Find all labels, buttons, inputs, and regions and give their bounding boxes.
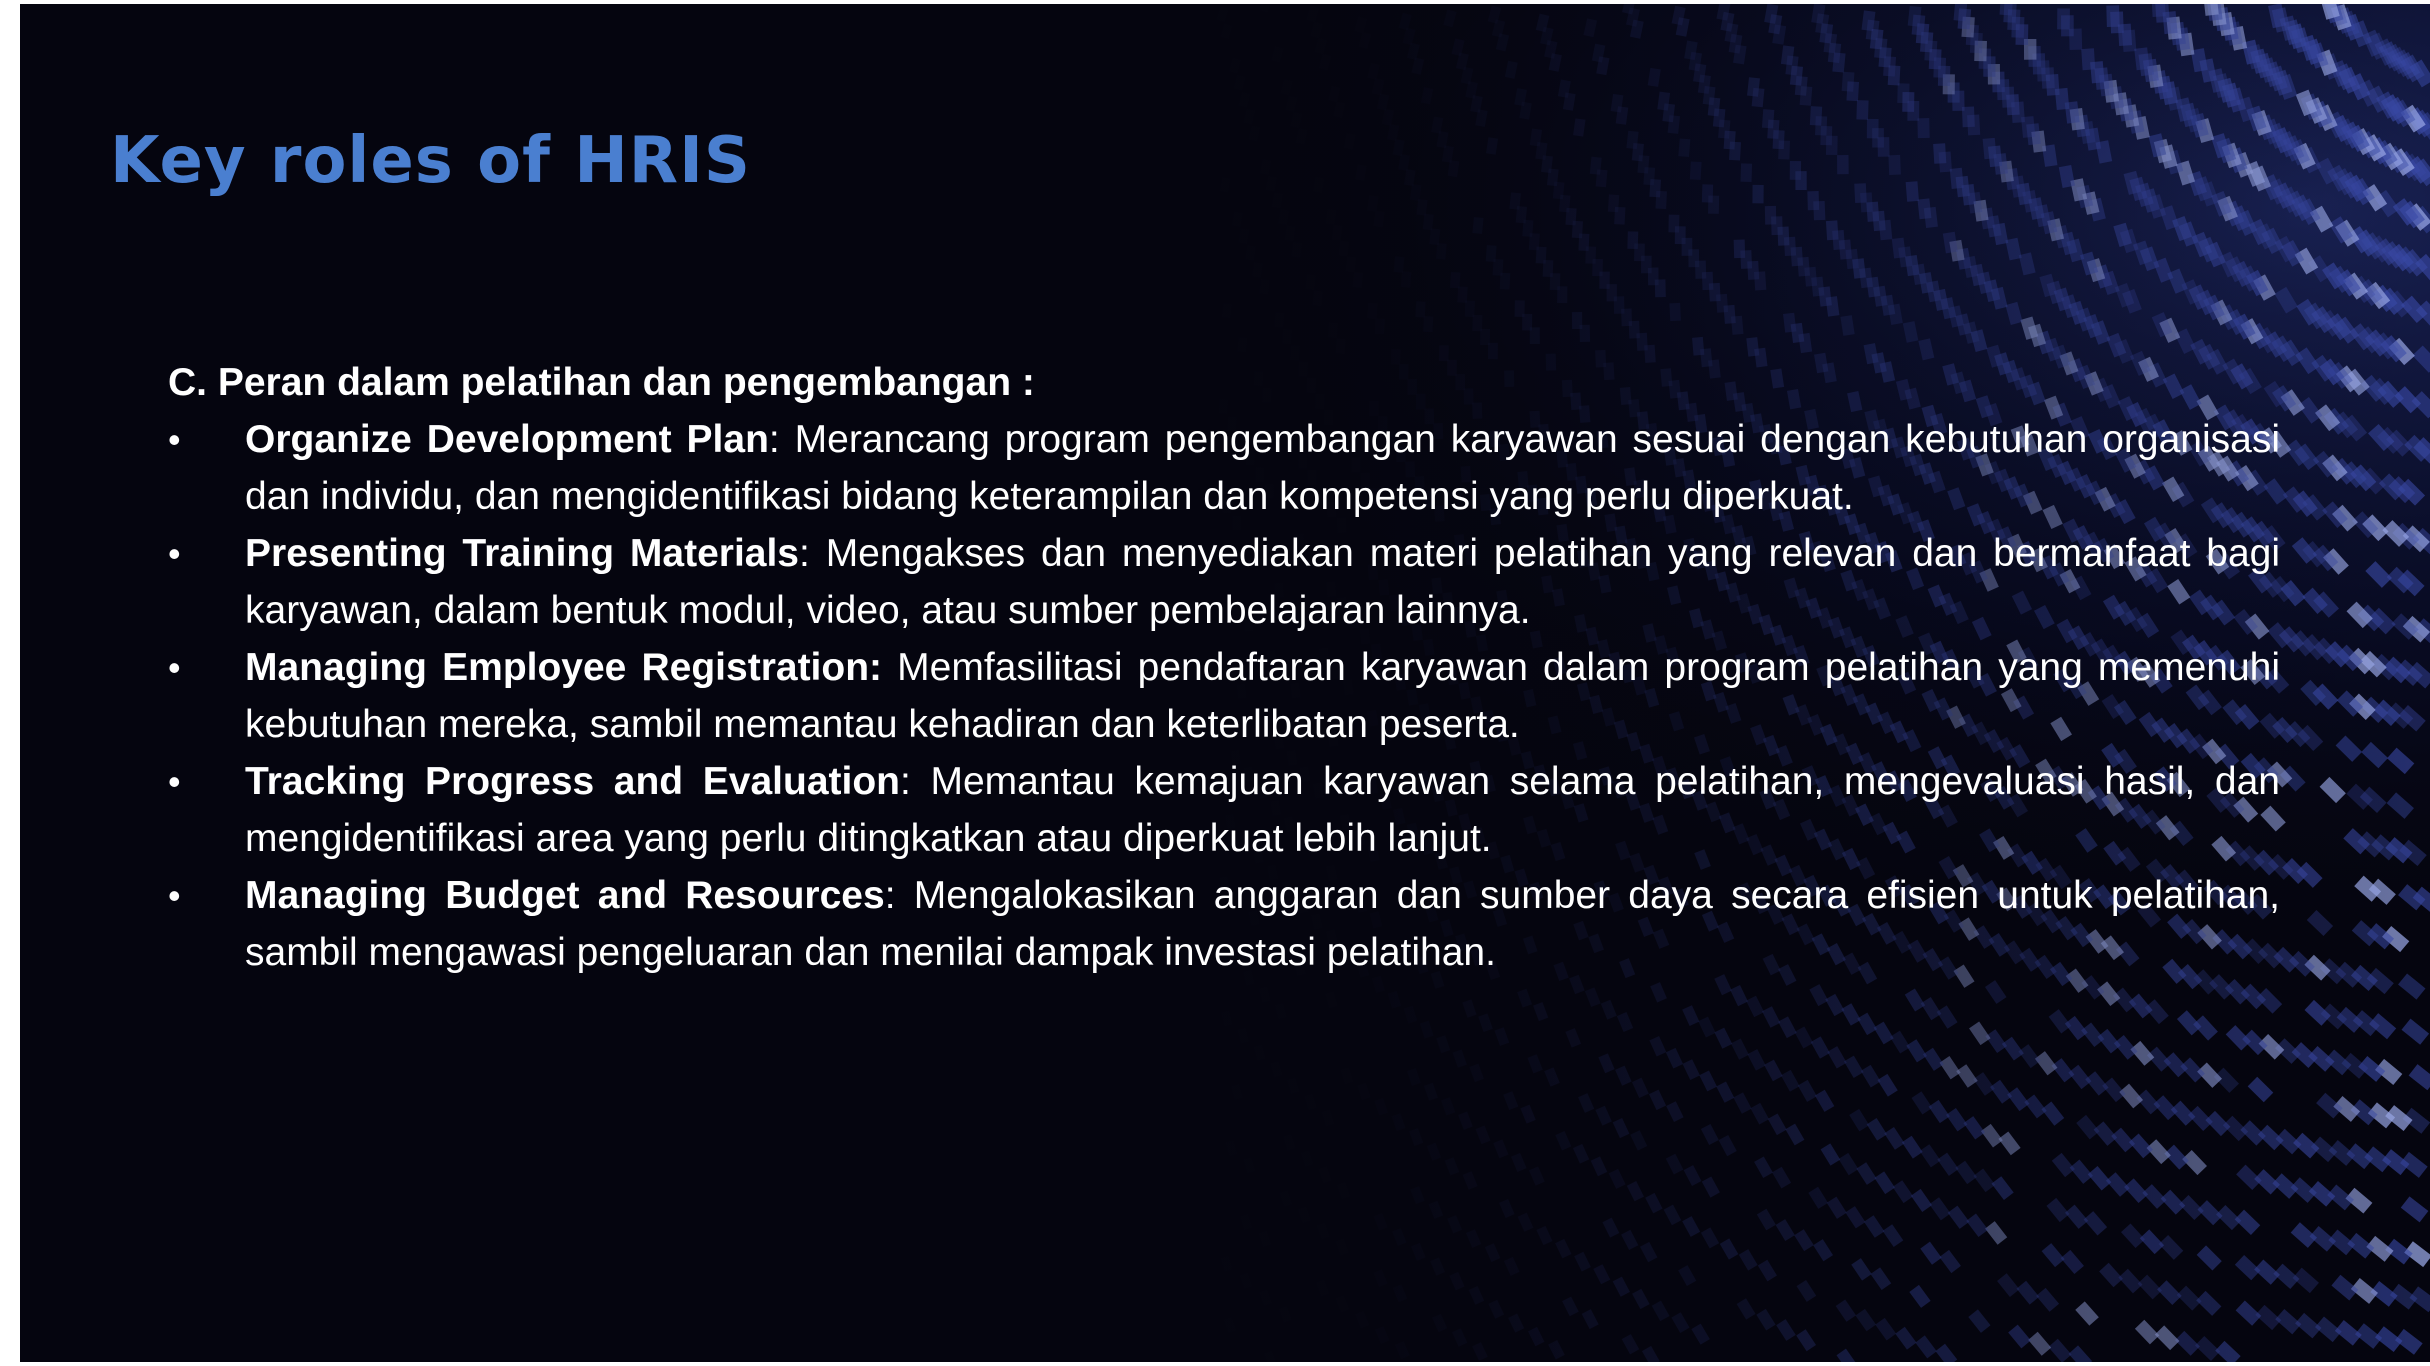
- role-list: [168, 411, 2280, 981]
- bullet-icon: •: [168, 647, 181, 688]
- slide: [20, 4, 2430, 1362]
- section-heading: C. Peran dalam pelatihan dan pengembangan :: [168, 361, 1035, 404]
- role-description: Mengakses dan menyediakan materi pelatihan yang relevan dan bermanfaat bagi karyawan, dalam bentuk modul, video, atau sumber pembelajaran lainnya.: [245, 532, 2280, 632]
- role-separator: :: [799, 532, 826, 575]
- bullet-icon: •: [168, 419, 181, 460]
- role-description: Memfasilitasi pendaftaran karyawan dalam program pelatihan yang memenuhi kebutuhan mereka, sambil memantau kehadiran dan keterlibatan peserta.: [245, 646, 2281, 746]
- list-item: [168, 639, 2280, 753]
- role-separator: :: [768, 418, 795, 461]
- role-description: Memantau kemajuan karyawan selama pelatihan, mengevaluasi hasil, dan mengidentifikasi area yang perlu ditingkatkan atau diperkuat lebih lanjut.: [245, 760, 2280, 860]
- list-item: [168, 525, 2280, 639]
- role-separator: :: [884, 874, 914, 917]
- role-separator: [882, 646, 897, 689]
- list-item: [168, 867, 2280, 981]
- bullet-icon: •: [168, 533, 181, 574]
- role-separator: :: [900, 760, 931, 803]
- role-name: Managing Budget and Resources: [245, 874, 885, 917]
- slide-title: Key roles of HRIS: [110, 124, 751, 198]
- role-name: Managing Employee Registration:: [245, 646, 883, 689]
- list-item: [168, 411, 2280, 525]
- bullet-icon: •: [168, 761, 181, 802]
- role-name: Organize Development Plan: [245, 418, 769, 461]
- role-name: Presenting Training Materials: [245, 532, 799, 575]
- bullet-icon: •: [168, 875, 181, 916]
- role-name: Tracking Progress and Evaluation: [245, 760, 900, 803]
- role-description: Mengalokasikan anggaran dan sumber daya secara efisien untuk pelatihan, sambil mengawasi pengeluaran dan menilai dampak investasi pelatihan.: [245, 874, 2281, 974]
- list-item: [168, 753, 2280, 867]
- slide-body: [168, 354, 2280, 981]
- role-description: Merancang program pengembangan karyawan sesuai dengan kebutuhan organisasi dan individu, dan mengidentifikasi bidang keterampilan dan kompetensi yang perlu diperkuat.: [245, 418, 2280, 518]
